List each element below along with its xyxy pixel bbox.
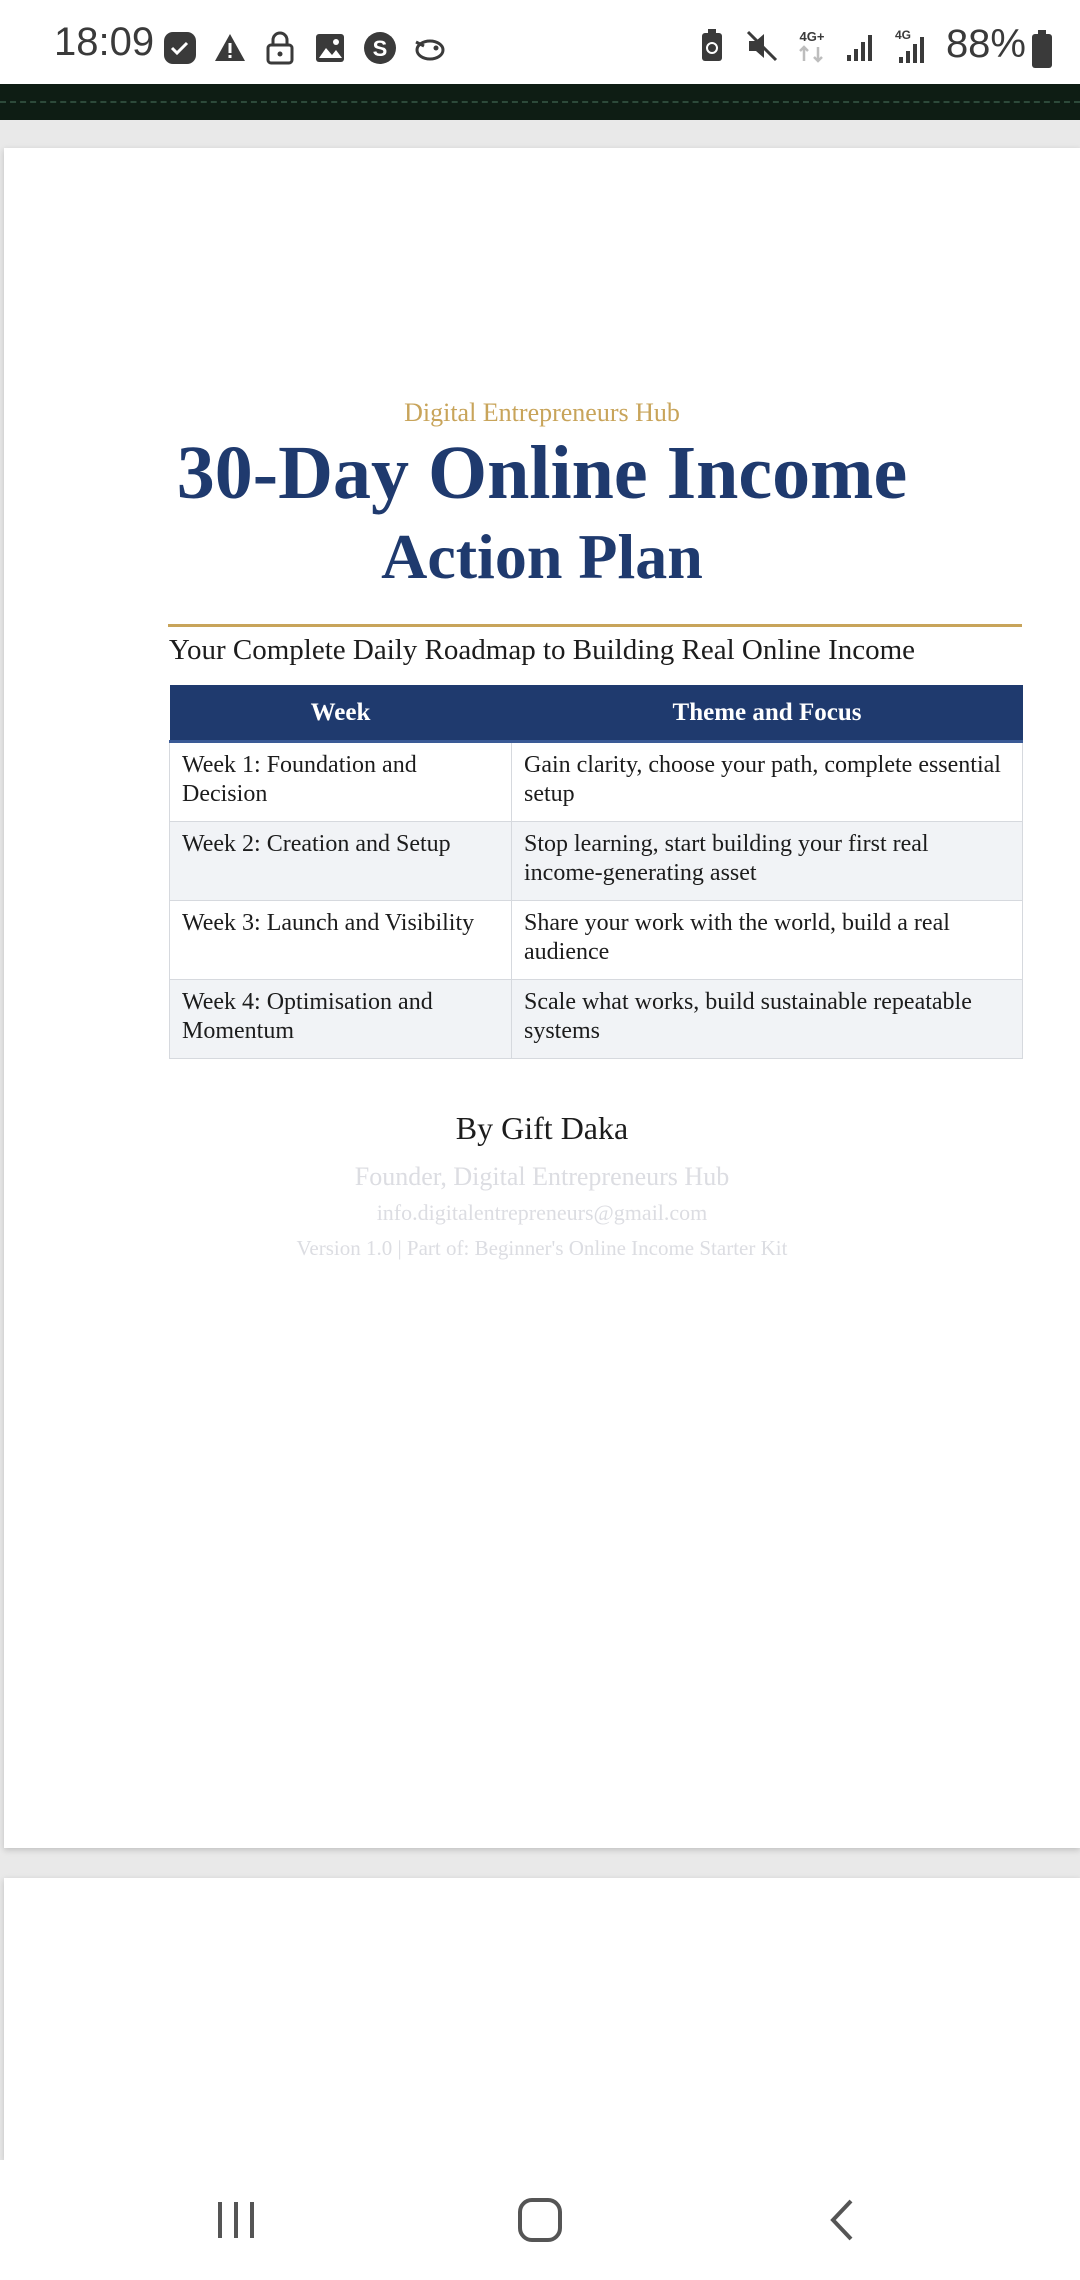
recent-apps-button[interactable]	[196, 2188, 276, 2252]
check-badge-icon	[162, 30, 198, 66]
page-title: 30-Day Online Income	[176, 431, 908, 515]
signal-icon	[844, 28, 880, 64]
theme-cell: Share your work with the world, build a real audience	[512, 901, 1023, 980]
table-row	[170, 742, 1023, 822]
document-page-1	[4, 148, 1080, 1848]
table-header-row	[170, 685, 1023, 742]
status-time: 18:09	[54, 20, 155, 64]
theme-cell: Stop learning, start building your first real income-generating asset	[512, 822, 1023, 901]
system-icons	[694, 28, 930, 64]
tagline: Your Complete Daily Roadmap to Building Real Online Income	[168, 634, 916, 666]
hub-label: Digital Entrepreneurs Hub	[404, 398, 680, 427]
back-button[interactable]	[802, 2188, 882, 2252]
table-row	[170, 901, 1023, 980]
s-app-icon	[362, 30, 398, 66]
author-name: By Gift Daka	[455, 1110, 629, 1146]
document-viewer[interactable]	[0, 120, 1080, 2160]
svg-text:S: S	[372, 36, 388, 61]
4g-signal-icon	[894, 28, 930, 64]
table-row	[170, 980, 1023, 1059]
gallery-icon	[312, 30, 348, 66]
viewer-toolbar	[0, 84, 1080, 120]
week-cell: Week 3: Launch and Visibility	[170, 901, 512, 980]
home-icon	[517, 2197, 563, 2243]
divider	[168, 624, 1022, 627]
header-week: Week	[170, 685, 512, 742]
document-page-2	[4, 1878, 1080, 2160]
back-icon	[827, 2198, 857, 2242]
navigation-bar	[0, 2160, 1080, 2280]
notification-icons	[162, 30, 448, 66]
lock-icon	[262, 30, 298, 66]
week-cell: Week 2: Creation and Setup	[170, 822, 512, 901]
version-line: Version 1.0 | Part of: Beginner's Online Income Starter Kit	[296, 1236, 788, 1260]
status-bar	[0, 0, 1080, 84]
page-subtitle: Action Plan	[381, 521, 703, 592]
signal-type-label: 4G	[895, 28, 912, 42]
week-cell: Week 4: Optimisation and Momentum	[170, 980, 512, 1059]
theme-cell: Scale what works, build sustainable repeatable systems	[512, 980, 1023, 1059]
week-cell: Week 1: Foundation and Decision	[170, 742, 512, 822]
battery-percentage: 88%	[945, 22, 1026, 66]
table-row	[170, 822, 1023, 901]
battery-saver-icon	[694, 28, 730, 64]
author-role: Founder, Digital Entrepreneurs Hub	[354, 1162, 730, 1191]
header-theme: Theme and Focus	[512, 685, 1023, 742]
bird-icon	[412, 30, 448, 66]
recent-apps-icon	[214, 2200, 258, 2240]
network-type-label: 4G+	[799, 29, 825, 44]
battery-icon	[1032, 34, 1052, 68]
theme-cell: Gain clarity, choose your path, complete essential setup	[512, 742, 1023, 822]
4g-plus-data-icon	[794, 28, 830, 64]
author-email: info.digitalentrepreneurs@gmail.com	[376, 1200, 708, 1225]
plan-table	[169, 685, 1023, 1059]
warning-icon	[212, 30, 248, 66]
mute-icon	[744, 28, 780, 64]
home-button[interactable]	[500, 2188, 580, 2252]
